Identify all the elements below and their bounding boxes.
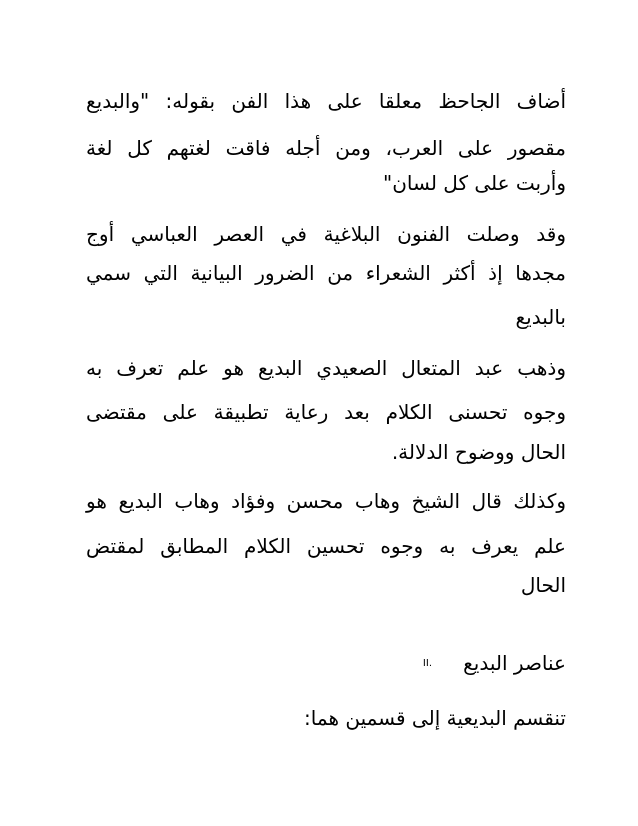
paragraph-2-line-2: مجدها إذ أكثر الشعراء من الضرور البيانية التي سمي — [86, 261, 566, 285]
paragraph-3-line-3: الحال ووضوح الدلالة. — [391, 440, 566, 464]
paragraph-2-line-3: بالبديع — [515, 305, 566, 329]
paragraph-3-line-2: وجوه تحسنى الكلام بعد رعاية تطبيقة على مقتضى — [86, 400, 566, 424]
section-title: عناصر البديع — [463, 651, 566, 675]
paragraph-4-line-1: وكذلك قال الشيخ وهاب محسن وفؤاد وهاب البديع هو — [86, 489, 566, 513]
paragraph-1-line-1: أضاف الجاحظ معلقا على هذا الفن بقوله: "والبديع — [86, 89, 566, 113]
section-number: II. — [422, 658, 432, 669]
paragraph-4-line-2: علم يعرف به وجوه تحسين الكلام المطابق لمقتض — [86, 534, 566, 558]
section-heading — [86, 648, 566, 678]
paragraph-3-line-1: وذهب عبد المتعال الصعيدي البديع هو علم تعرف به — [86, 356, 566, 380]
paragraph-4-line-3: الحال — [520, 573, 566, 597]
closing-line: تنقسم البديعية إلى قسمين هما: — [304, 706, 566, 730]
paragraph-1-line-3: وأربت على كل لسان" — [383, 171, 566, 195]
paragraph-2-line-1: وقد وصلت الفنون البلاغية في العصر العباسي أوج — [86, 222, 566, 246]
paragraph-1-line-2: مقصور على العرب، ومن أجله فاقت لغتهم كل لغة — [86, 136, 566, 160]
